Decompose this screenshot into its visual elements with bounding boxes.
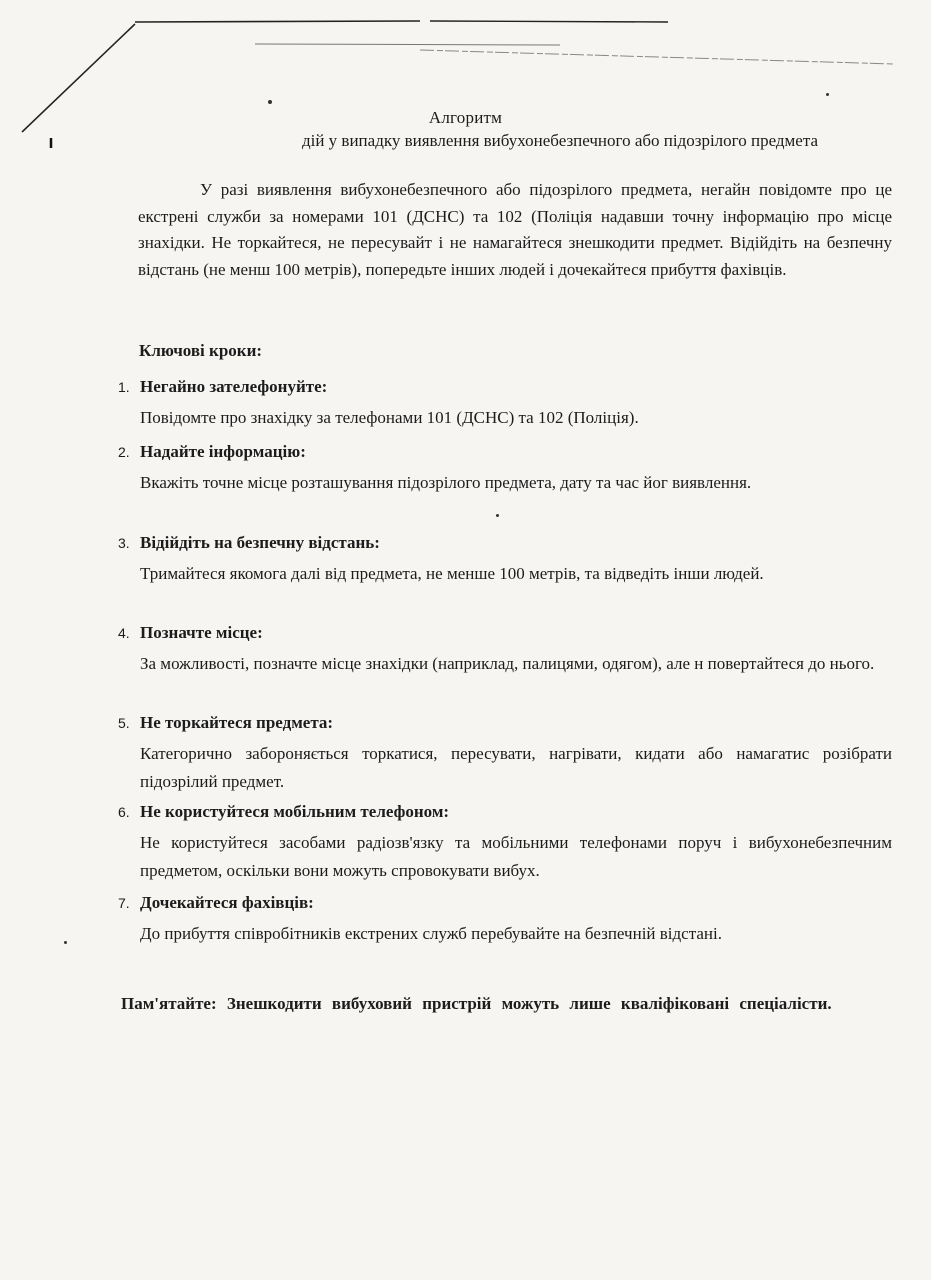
step-number: 3.: [118, 535, 130, 551]
document-title: Алгоритм: [428, 108, 503, 127]
step-number: 1.: [118, 379, 130, 395]
scan-speck: [268, 100, 272, 104]
step-title: Відійдіть на безпечну відстань:: [140, 533, 380, 552]
intro-paragraph: У разі виявлення вибухонебезпечного або підозрілого предмета, негайн повідомте про це екстрені служби за номерами 101 (ДСНС) та 102 (Поліція надавши точну інформацію про місце знахідки. Не торкайтеся, не пересувайт і не намагайтеся знешкодити предмет. Відійдіть на безпечну відстань (не менш 100 метрів), попередьте інших людей і дочекайтеся прибуття фахівців.: [138, 180, 892, 279]
step-title: Негайно зателефонуйте:: [140, 377, 328, 396]
document-subtitle: дій у випадку виявлення вибухонебезпечного або підозрілого предмета: [301, 131, 819, 150]
scan-speck: [64, 941, 67, 944]
step-text: Категорично забороняється торкатися, пересувати, нагрівати, кидати або намагатис розібрати підозрілий предмет.: [140, 744, 892, 791]
scan-speck: [496, 514, 499, 517]
scan-speck: [826, 93, 829, 96]
step-number: 6.: [118, 804, 130, 820]
step-number: 5.: [118, 715, 130, 731]
step-title: Дочекайтеся фахівців:: [140, 893, 314, 912]
step-title: Не користуйтеся мобільним телефоном:: [140, 802, 450, 821]
reminder-note: Пам'ятайте: Знешкодити вибуховий пристрій можуть лише кваліфіковані спеціалісти.: [121, 994, 832, 1013]
step-title: Не торкайтеся предмета:: [140, 713, 334, 732]
step-number: 4.: [118, 625, 130, 641]
step-text: Тримайтеся якомога далі від предмета, не менше 100 метрів, та відведіть інши людей.: [140, 564, 764, 583]
step-number: 7.: [118, 895, 130, 911]
step-title: Позначте місце:: [140, 623, 263, 642]
step-title: Надайте інформацію:: [140, 442, 306, 461]
key-steps-heading: Ключові кроки:: [139, 341, 263, 360]
step-text: До прибуття співробітників екстрених служб перебувайте на безпечній відстані.: [140, 924, 722, 943]
step-text: Не користуйтеся засобами радіозв'язку та мобільними телефонами поруч і вибухонебезпечним предметом, оскільки вони можуть спровокувати вибух.: [140, 833, 892, 880]
step-text: Вкажіть точне місце розташування підозрілого предмета, дату та час йог виявлення.: [140, 473, 752, 492]
step-text: Повідомте про знахідку за телефонами 101 (ДСНС) та 102 (Поліція).: [140, 408, 639, 427]
step-text: За можливості, позначте місце знахідки (наприклад, палицями, одягом), але н повертайтеся до нього.: [140, 654, 875, 673]
step-number: 2.: [118, 444, 130, 460]
